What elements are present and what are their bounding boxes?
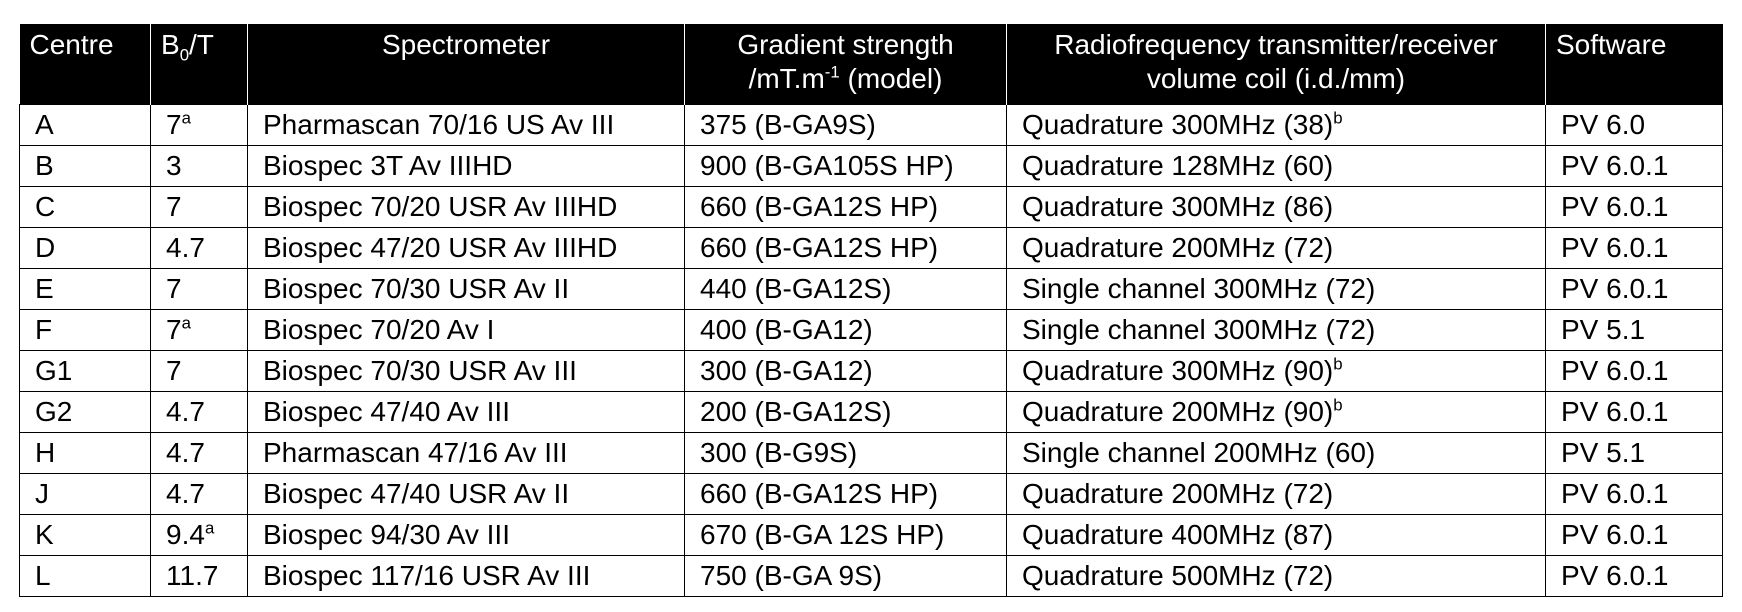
cell-gradient: 400 (B-GA12) <box>685 310 1007 351</box>
cell-spectrometer: Biospec 117/16 USR Av III <box>248 556 685 597</box>
cell-spectrometer: Biospec 70/20 Av I <box>248 310 685 351</box>
cell-centre: H <box>20 433 151 474</box>
cell-b0: 4.7 <box>151 228 248 269</box>
cell-centre: K <box>20 515 151 556</box>
cell-b0: 7 <box>151 269 248 310</box>
cell-spectrometer: Biospec 47/20 USR Av IIIHD <box>248 228 685 269</box>
table-row <box>20 269 1723 310</box>
cell-b0: 3 <box>151 146 248 187</box>
spectrometer-table <box>19 24 1723 597</box>
cell-centre: A <box>20 105 151 146</box>
table-row <box>20 146 1723 187</box>
header-coil-line2: volume coil (i.d./mm) <box>1146 62 1406 94</box>
cell-gradient: 200 (B-GA12S) <box>685 392 1007 433</box>
cell-b0: 7 <box>151 351 248 392</box>
table-body <box>20 105 1723 597</box>
cell-gradient: 660 (B-GA12S HP) <box>685 474 1007 515</box>
cell-software: PV 6.0.1 <box>1546 392 1723 433</box>
cell-software: PV 6.0.1 <box>1546 187 1723 228</box>
cell-gradient: 670 (B-GA 12S HP) <box>685 515 1007 556</box>
header-gradient <box>685 24 1007 105</box>
cell-software: PV 6.0.1 <box>1546 515 1723 556</box>
cell-coil: Quadrature 500MHz (72) <box>1007 556 1546 597</box>
cell-coil: Quadrature 300MHz $(90)^b$ <box>1007 351 1546 392</box>
footnote-marker: b <box>1333 354 1343 374</box>
cell-gradient: 750 (B-GA 9S) <box>685 556 1007 597</box>
table-row <box>20 310 1723 351</box>
header-spectrometer: Spectrometer <box>248 24 685 105</box>
cell-centre: B <box>20 146 151 187</box>
cell-b0: 4.7 <box>151 392 248 433</box>
cell-software: PV 6.0.1 <box>1546 146 1723 187</box>
cell-gradient: 660 (B-GA12S HP) <box>685 228 1007 269</box>
footnote-marker: a <box>181 108 191 128</box>
cell-coil: Single channel 300MHz (72) <box>1007 269 1546 310</box>
footnote-marker: b <box>1333 108 1343 128</box>
cell-centre: F <box>20 310 151 351</box>
cell-software: PV 5.1 <box>1546 433 1723 474</box>
cell-centre: E <box>20 269 151 310</box>
table-row <box>20 515 1723 556</box>
cell-gradient: 375 (B-GA9S) <box>685 105 1007 146</box>
cell-spectrometer: Biospec 94/30 Av III <box>248 515 685 556</box>
cell-coil: Quadrature 200MHz (72) <box>1007 228 1546 269</box>
cell-coil: Quadrature 128MHz (60) <box>1007 146 1546 187</box>
cell-spectrometer: Biospec 70/30 USR Av III <box>248 351 685 392</box>
footnote-marker: a <box>181 313 191 333</box>
cell-coil: Quadrature 300MHz (86) <box>1007 187 1546 228</box>
cell-gradient: 300 (B-G9S) <box>685 433 1007 474</box>
cell-spectrometer: Pharmascan 47/16 Av III <box>248 433 685 474</box>
header-b0 <box>151 24 248 105</box>
cell-coil: Quadrature 200MHz $(90)^b$ <box>1007 392 1546 433</box>
cell-b0: 11.7 <box>151 556 248 597</box>
table-row <box>20 392 1723 433</box>
header-coil-line1: Radiofrequency transmitter/receiver <box>1054 29 1498 60</box>
cell-centre: J <box>20 474 151 515</box>
footnote-marker: a <box>204 518 215 538</box>
header-row <box>20 24 1723 105</box>
cell-coil: Single channel 200MHz (60) <box>1007 433 1546 474</box>
header-b0-unit: /T <box>189 29 214 60</box>
cell-b0: 7$^a$ <box>151 105 248 146</box>
cell-software: PV 5.1 <box>1546 310 1723 351</box>
header-gradient-line1: Gradient strength <box>737 29 954 60</box>
table-row <box>20 556 1723 597</box>
footnote-marker: b <box>1333 395 1343 415</box>
cell-centre: G1 <box>20 351 151 392</box>
cell-gradient: 660 (B-GA12S HP) <box>685 187 1007 228</box>
cell-b0: 7 <box>151 187 248 228</box>
cell-b0: 7$^a$ <box>151 310 248 351</box>
cell-centre: G2 <box>20 392 151 433</box>
header-b0-subscript: 0 <box>179 45 190 65</box>
table-header <box>20 24 1723 105</box>
cell-centre: D <box>20 228 151 269</box>
cell-gradient: 440 (B-GA12S) <box>685 269 1007 310</box>
cell-spectrometer: Biospec 47/40 Av III <box>248 392 685 433</box>
cell-software: PV 6.0.1 <box>1546 269 1723 310</box>
cell-software: PV 6.0.1 <box>1546 556 1723 597</box>
cell-coil: Quadrature 200MHz (72) <box>1007 474 1546 515</box>
cell-gradient: 900 (B-GA105S HP) <box>685 146 1007 187</box>
table-row <box>20 187 1723 228</box>
cell-b0: 4.7 <box>151 474 248 515</box>
cell-centre: C <box>20 187 151 228</box>
cell-software: PV 6.0 <box>1546 105 1723 146</box>
cell-coil: Quadrature 300MHz $(38)^b$ <box>1007 105 1546 146</box>
cell-spectrometer: Pharmascan 70/16 US Av III <box>248 105 685 146</box>
header-b0-symbol: B <box>161 29 180 60</box>
table-row <box>20 228 1723 269</box>
table-row <box>20 474 1723 515</box>
table-row <box>20 105 1723 146</box>
cell-spectrometer: Biospec 70/20 USR Av IIIHD <box>248 187 685 228</box>
cell-software: PV 6.0.1 <box>1546 228 1723 269</box>
cell-centre: L <box>20 556 151 597</box>
cell-gradient: 300 (B-GA12) <box>685 351 1007 392</box>
header-centre: Centre <box>20 24 151 105</box>
cell-b0: 9.4$^a$ <box>151 515 248 556</box>
header-gradient-line2: $/mT.m^{-1}$ (model) <box>748 62 943 94</box>
table-row <box>20 433 1723 474</box>
header-software: Software <box>1546 24 1723 105</box>
cell-software: PV 6.0.1 <box>1546 351 1723 392</box>
cell-coil: Quadrature 400MHz (87) <box>1007 515 1546 556</box>
cell-b0: 4.7 <box>151 433 248 474</box>
header-coil <box>1007 24 1546 105</box>
cell-spectrometer: Biospec 47/40 USR Av II <box>248 474 685 515</box>
table-row <box>20 351 1723 392</box>
cell-coil: Single channel 300MHz (72) <box>1007 310 1546 351</box>
cell-software: PV 6.0.1 <box>1546 474 1723 515</box>
cell-spectrometer: Biospec 3T Av IIIHD <box>248 146 685 187</box>
cell-spectrometer: Biospec 70/30 USR Av II <box>248 269 685 310</box>
